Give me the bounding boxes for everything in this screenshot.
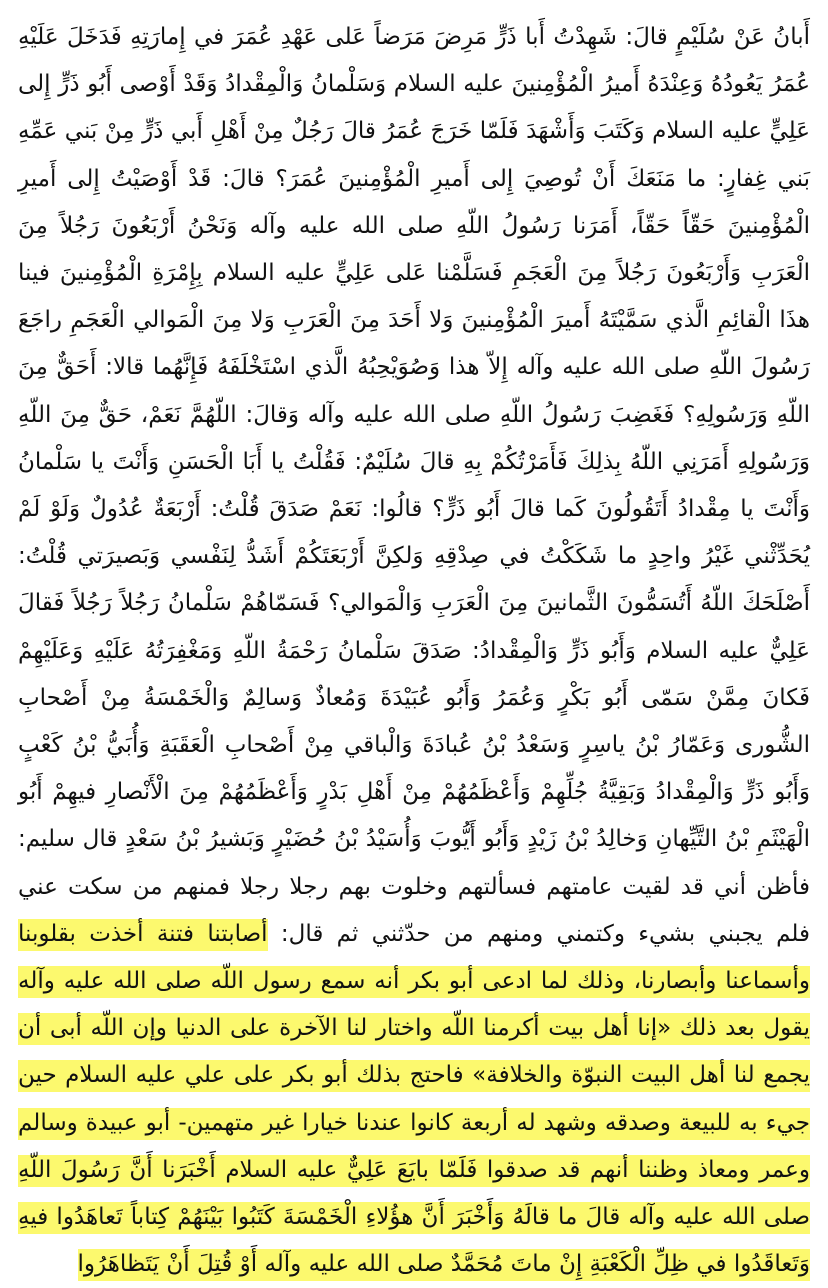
hadith-paragraph [18,14,810,1288]
highlighted-text: أصابتنا فتنة أخذت بقلوبنا وأسماعنا وأبصارنا، وذلك لما ادعى أبو بكر أنه سمع رسول اللّه صلى الله عليه وآله يقول بعد ذلك «إنا أهل بيت أكرمنا اللّه واختار لنا الآخرة على الدنيا وإن اللّه أبى أن يجمع لنا أهل البيت النبوّة والخلافة» فاحتج بذلك أبو بكر على علي عليه السلام حين جيء به للبيعة وصدقه وشهد له أربعة كانوا عندنا خيارا غير متهمين- أبو عبيدة وسالم وعمر ومعاذ وظننا أنهم قد صدقوا فَلَمّا بايَعَ عَلِيٌّ عليه السلام أَخْبَرَنا أَنَّ رَسُولَ اللّهِ صلى الله عليه وآله قالَ ما قالَهُ وَأَخْبَرَ أَنَّ هؤُلاءِ الْخَمْسَةَ كَتَبُوا بَيْنَهُمْ كِتاباً تَعاهَدُوا فيهِ وَتَعاقَدُوا في ظِلِّ الْكَعْبَةِ إِنْ ماتَ مُحَمَّدٌ صلى الله عليه وآله أَوْ قُتِلَ أَنْ يَتَظاهَرُوا [18,919,810,1281]
body-text: أَبانُ عَنْ سُلَيْمٍ قالَ: شَهِدْتُ أَبا ذَرٍّ مَرِضَ مَرَضاً عَلى عَهْدِ عُمَرَ في إِمارَتِهِ فَدَخَلَ عَلَيْهِ عُمَرُ يَعُودُهُ وَعِنْدَهُ أَميرُ الْمُؤْمِنينَ عليه السلام وَسَلْمانُ وَالْمِقْدادُ وَقَدْ أَوْصى أَبُو ذَرٍّ إِلى عَلِيٍّ عليه السلام وَكَتَبَ وَأَشْهَدَ فَلَمّا خَرَجَ عُمَرُ قالَ رَجُلٌ مِنْ أَهْلِ أَبي ذَرٍّ مِنْ بَني عَمِّهِ بَني غِفارٍ: ما مَنَعَكَ أَنْ تُوصِيَ إِلى أَميرِ الْمُؤْمِنينَ عُمَرَ؟ قالَ: قَدْ أَوْصَيْتُ إِلى أَميرِ الْمُؤْمِنينَ حَقّاً حَقّاً، أَمَرَنا رَسُولُ اللّهِ صلى الله عليه وآله وَنَحْنُ أَرْبَعُونَ رَجُلاً مِنَ الْعَرَبِ وَأَرْبَعُونَ رَجُلاً مِنَ الْعَجَمِ فَسَلَّمْنا عَلى عَلِيٍّ عليه السلام بِإِمْرَةِ الْمُؤْمِنينَ فينا هذَا الْقائِمِ الَّذي سَمَّيْتَهُ أَميرَ الْمُؤْمِنينَ وَلا أَحَدَ مِنَ الْعَرَبِ وَلا مِنَ الْمَوالي الْعَجَمِ راجَعَ رَسُولَ اللّهِ صلى الله عليه وآله إِلاّ هذا وَصُوَيْحِبُهُ الَّذي اسْتَخْلَفَهُ فَإِنَّهُما قالا: أَحَقٌّ مِنَ اللّهِ وَرَسُولِهِ؟ فَغَضِبَ رَسُولُ اللّهِ صلى الله عليه وآله وَقالَ: اللّهُمَّ نَعَمْ، حَقٌّ مِنَ اللّهِ وَرَسُولِهِ أَمَرَنِي اللّهُ بِذلِكَ فَأَمَرْتُكُمْ بِهِ قالَ سُلَيْمٌ: فَقُلْتُ يا أَبَا الْحَسَنِ وَأَنْتَ يا سَلْمانُ وَأَنْتَ يا مِقْدادُ أَتَقُولُونَ كَما قالَ أَبُو ذَرٍّ؟ قالُوا: نَعَمْ صَدَقَ قُلْتُ: أَرْبَعَةٌ عُدُولٌ وَلَوْ لَمْ يُحَدِّثْني غَيْرُ واحِدٍ ما شَكَكْتُ في صِدْقِهِ وَلكِنَّ أَرْبَعَتَكُمْ أَشَدُّ لِنَفْسي وَبَصيرَتي قُلْتُ: أَصْلَحَكَ اللّهُ أَتُسَمُّونَ الثَّمانينَ مِنَ الْعَرَبِ وَالْمَوالي؟ فَسَمّاهُمْ سَلْمانُ رَجُلاً رَجُلاً فَقالَ عَلِيٌّ عليه السلام وَأَبُو ذَرٍّ وَالْمِقْدادُ: صَدَقَ سَلْمانُ رَحْمَةُ اللّهِ وَمَغْفِرَتُهُ عَلَيْهِ وَعَلَيْهِمْ فَكانَ مِمَّنْ سَمّى أَبُو بَكْرٍ وَعُمَرُ وَأَبُو عُبَيْدَةَ وَمُعاذٌ وَسالِمٌ وَالْخَمْسَةُ مِنْ أَصْحابِ الشُّورى وَعَمّارُ بْنُ ياسِرٍ وَسَعْدُ بْنُ عُبادَةَ وَالْباقي مِنْ أَصْحابِ الْعَقَبَةِ وَأُبَيُّ بْنُ كَعْبٍ وَأَبُو ذَرٍّ وَالْمِقْدادُ وَبَقِيَّةُ جُلِّهِمْ وَأَعْظَمُهُمْ مِنْ أَهْلِ بَدْرٍ وَأَعْظَمُهُمْ مِنَ الْأَنْصارِ فيهِمْ أَبُو الْهَيْثَمِ بْنُ التَّيِّهانِ وَخالِدُ بْنُ زَيْدٍ وَأَبُو أَيُّوبَ وَأُسَيْدُ بْنُ حُضَيْرٍ وَبَشيرُ بْنُ سَعْدٍ قال سليم: فأظن أني قد لقيت عامتهم فسألتهم وخلوت بهم رجلا رجلا فمنهم من سكت عني فلم يجبني بشيء وكتمني ومنهم من حدّثني ثم قال: [18,24,810,947]
